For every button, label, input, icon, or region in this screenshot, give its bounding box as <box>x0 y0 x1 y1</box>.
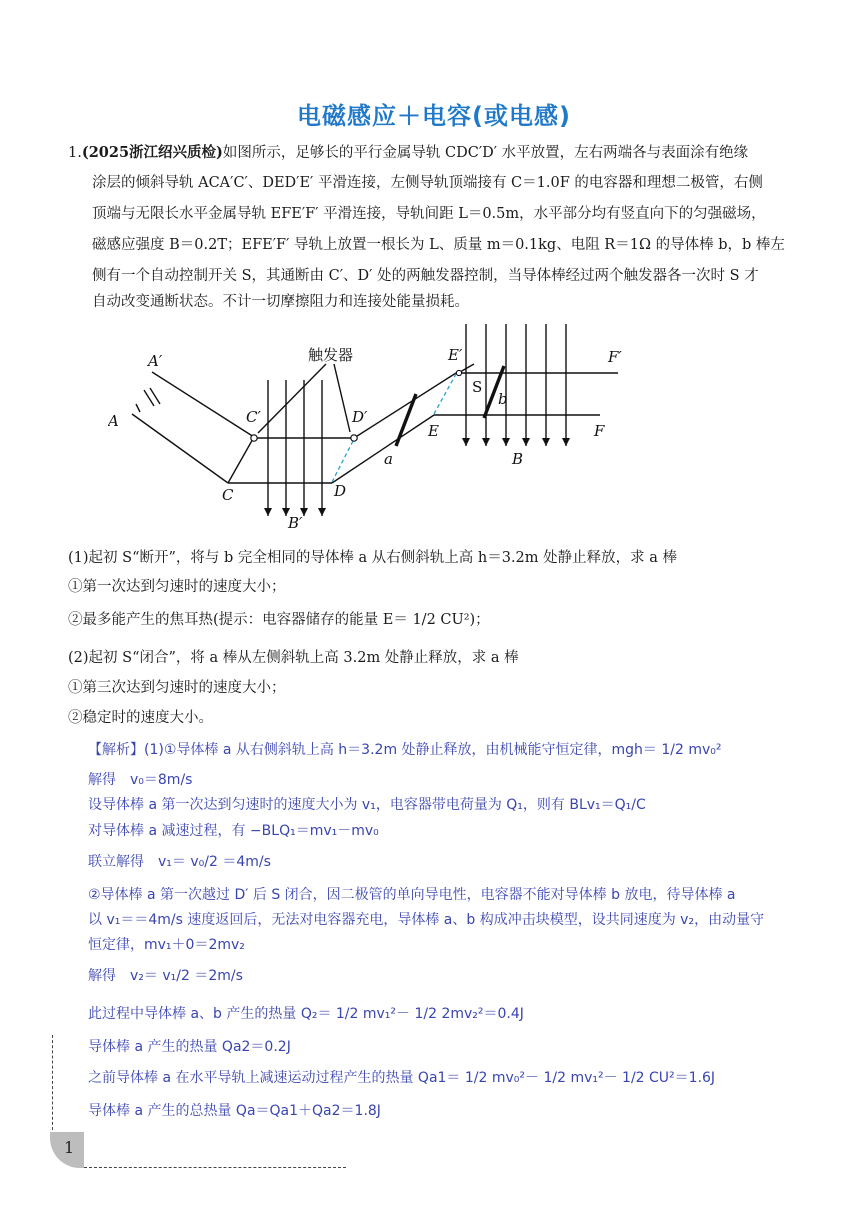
question-1-2: ②最多能产生的焦耳热(提示：电容器储存的能量 E＝ 1/2 CU²)； <box>68 612 490 628</box>
label-e: E <box>428 422 439 440</box>
label-d-prime: D′ <box>352 408 368 426</box>
problem-line-3: 顶端与无限长水平金属导轨 EFE′F′ 平滑连接，导轨间距 L＝0.5m，水平部分均有竖直向下的匀强磁场， <box>92 206 766 222</box>
page-title: 电磁感应＋电容(或电感) <box>297 102 571 130</box>
solution-line-5: 联立解得 v₁＝ v₀/2 ＝4m/s <box>88 854 271 870</box>
question-1-1: ①第一次达到匀速时的速度大小； <box>68 579 286 595</box>
label-switch-s: S <box>472 378 483 396</box>
label-c-prime: C′ <box>246 408 261 426</box>
solution-line-8: 恒定律，mv₁＋0＝2mv₂ <box>88 937 245 953</box>
label-b-prime: B′ <box>288 514 303 532</box>
solution-line-7: 以 v₁＝＝4m/s 速度返回后，无法对电容器充电，导体棒 a、b 构成冲击块模型，设共同速度为 v₂，由动量守 <box>88 912 765 928</box>
label-d: D <box>334 482 347 500</box>
label-a: A <box>108 412 119 430</box>
label-b-field: B <box>512 450 524 468</box>
problem-line-5: 侧有一个自动控制开关 S，其通断由 C′、D′ 处的两触发器控制，当导体棒经过两个触发器各一次时 S 才 <box>92 268 759 284</box>
label-c: C <box>222 486 234 504</box>
label-f-prime: F′ <box>608 348 622 366</box>
label-a-prime: A′ <box>148 352 163 370</box>
solution-line-1: 【解析】(1)①导体棒 a 从右侧斜轨上高 h＝3.2m 处静止释放，由机械能守恒定律，mgh＝ 1/2 mv₀² <box>88 742 722 758</box>
solution-line-12: 之前导体棒 a 在水平导轨上减速运动过程产生的热量 Qa1＝ 1/2 mv₀²－ 1/2 mv₁²－ 1/2 CU²＝1.6J <box>88 1070 716 1086</box>
problem-line-2: 涂层的倾斜导轨 ACA′C′、DED′E′ 平滑连接，左侧导轨顶端接有 C＝1.0F 的电容器和理想二极管，右侧 <box>92 175 763 191</box>
solution-line-6: ②导体棒 a 第一次越过 D′ 后 S 闭合，因二极管的单向导电性，电容器不能对导体棒 b 放电，待导体棒 a <box>88 887 736 903</box>
problem-line-4: 磁感应强度 B＝0.2T；EFE′F′ 导轨上放置一根长为 L、质量 m＝0.1kg、电阻 R＝1Ω 的导体棒 b，b 棒左 <box>92 237 785 253</box>
solution-line-2: 解得 v₀＝8m/s <box>88 772 193 788</box>
solution-line-9: 解得 v₂＝ v₁/2 ＝2m/s <box>88 968 243 984</box>
solution-line-4: 对导体棒 a 减速过程，有 −BLQ₁＝mv₁－mv₀ <box>88 823 379 839</box>
page-number: 1 <box>64 1138 75 1157</box>
label-rod-b: b <box>498 390 508 408</box>
problem-text: 如图所示，足够长的平行金属导轨 CDC′D′ 水平放置，左右两端各与表面涂有绝缘 <box>222 145 749 161</box>
margin-dashed-line <box>52 1035 53 1130</box>
label-f: F <box>594 422 605 440</box>
label-trigger: 触发器 <box>308 346 354 364</box>
label-e-prime: E′ <box>448 346 463 364</box>
solution-line-10: 此过程中导体棒 a、b 产生的热量 Q₂＝ 1/2 mv₁²－ 1/2 2mv₂²＝0.4J <box>88 1006 524 1022</box>
rail-diagram <box>108 318 648 540</box>
question-2: (2)起初 S“闭合”，将 a 棒从左侧斜轨上高 3.2m 处静止释放，求 a 棒 <box>68 650 519 666</box>
problem-line-1 <box>68 138 808 168</box>
question-1: (1)起初 S“断开”，将与 b 完全相同的导体棒 a 从右侧斜轨上高 h＝3.2m 处静止释放，求 a 棒 <box>68 550 677 566</box>
solution-line-3: 设导体棒 a 第一次达到匀速时的速度大小为 v₁，电容器带电荷量为 Q₁，则有 BLv₁＝Q₁/C <box>88 797 646 813</box>
problem-source: (2025浙江绍兴质检) <box>81 144 223 161</box>
problem-line-6: 自动改变通断状态。不计一切摩擦阻力和连接处能量损耗。 <box>92 294 469 310</box>
solution-line-11: 导体棒 a 产生的热量 Qa2＝0.2J <box>88 1039 291 1055</box>
solution-line-13: 导体棒 a 产生的总热量 Qa＝Qa1＋Qa2＝1.8J <box>88 1103 381 1119</box>
problem-number: 1. <box>68 145 82 161</box>
label-rod-a: a <box>384 450 393 468</box>
question-2-2: ②稳定时的速度大小。 <box>68 710 213 726</box>
question-2-1: ①第三次达到匀速时的速度大小； <box>68 680 286 696</box>
footer-dashed-line <box>84 1167 346 1168</box>
